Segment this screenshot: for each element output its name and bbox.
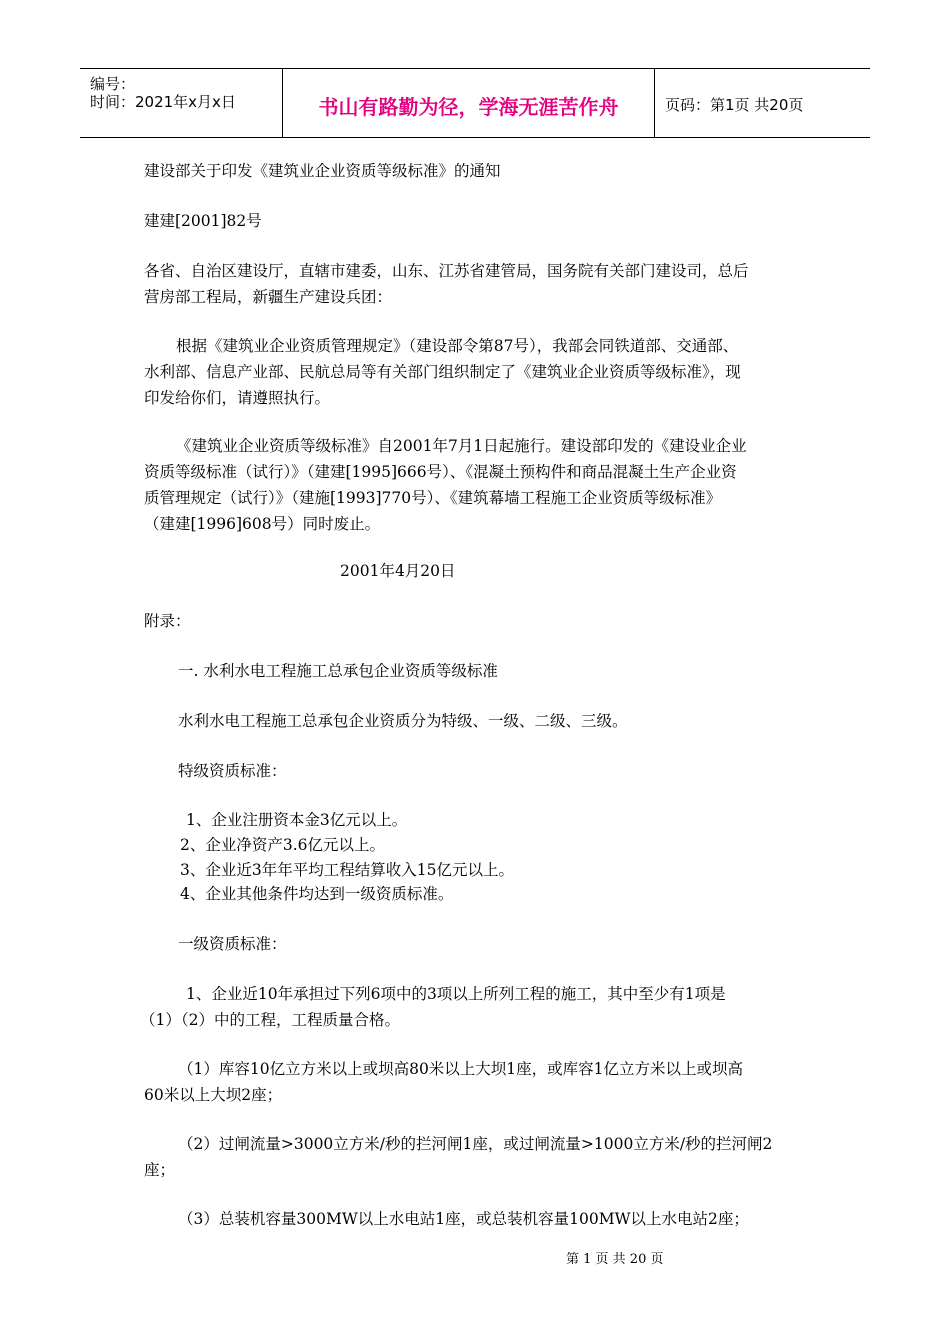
appendix-label: 附录： — [144, 612, 191, 630]
para1-line-1: 根据《建筑业企业资质管理规定》（建设部令第87号），我部会同铁道部、交通部、 — [176, 337, 739, 355]
special-item: 4、企业其他条件均达到一级资质标准。 — [180, 885, 454, 903]
sub-item-1-line-1: （1）库容10亿立方米以上或坝高80米以上大坝1座，或库容1亿立方米以上或坝高 — [178, 1060, 744, 1078]
grade1-item1-line-2: （1）（2）中的工程，工程质量合格。 — [140, 1011, 400, 1029]
header-motto-cell — [283, 69, 655, 137]
time-label: 时间：2021年x月x日 — [90, 93, 236, 111]
section1-title: 一. 水利水电工程施工总承包企业资质等级标准 — [178, 662, 498, 680]
para2-line-4: （建建[1996]608号）同时废止。 — [144, 515, 381, 533]
special-item: 1、企业注册资本金3亿元以上。 — [186, 811, 408, 829]
para2-line-1: 《建筑业企业资质等级标准》自2001年7月1日起施行。建设部印发的《建设业企业 — [176, 437, 747, 455]
doc-title: 建设部关于印发《建筑业企业资质等级标准》的通知 — [144, 162, 501, 180]
grade1-item1-line-1: 1、企业近10年承担过下列6项中的3项以上所列工程的施工，其中至少有1项是 — [186, 985, 726, 1003]
header-page-cell — [655, 69, 870, 137]
footer-page-number: 第 1 页 共 20 页 — [566, 1252, 664, 1267]
header-meta-cell — [80, 69, 283, 137]
sub-item-1-line-2: 60米以上大坝2座； — [144, 1086, 283, 1104]
grade1-title: 一级资质标准： — [178, 935, 287, 953]
recipients-line-2: 营房部工程局，新疆生产建设兵团： — [144, 288, 393, 306]
sub-item-3: （3）总装机容量300MW以上水电站1座，或总装机容量100MW以上水电站2座； — [178, 1210, 749, 1228]
page-info: 页码：第1页 共20页 — [665, 96, 804, 114]
sub-item-2-line-1: （2）过闸流量>3000立方米/秒的拦河闸1座，或过闸流量>1000立方米/秒的拦河闸2 — [178, 1135, 773, 1153]
para2-line-3: 质管理规定（试行）》（建施[1993]770号）、《建筑幕墙工程施工企业资质等级标准》 — [144, 489, 722, 507]
special-item: 3、企业近3年年平均工程结算收入15亿元以上。 — [180, 861, 514, 879]
para2-line-2: 资质等级标准（试行）》（建建[1995]666号）、《混凝土预构件和商品混凝土生产企业资 — [144, 463, 737, 481]
para1-line-2: 水利部、信息产业部、民航总局等有关部门组织制定了《建筑业企业资质等级标准》，现 — [144, 363, 741, 381]
section1-intro: 水利水电工程施工总承包企业资质分为特级、一级、二级、三级。 — [178, 712, 628, 730]
doc-number: 建建[2001]82号 — [144, 212, 262, 230]
doc-date: 2001年4月20日 — [340, 562, 456, 580]
number-label: 编号： — [90, 75, 136, 93]
special-item: 2、企业净资产3.6亿元以上。 — [180, 836, 386, 854]
special-grade-title: 特级资质标准： — [178, 762, 287, 780]
motto: 书山有路勤为径，学海无涯苦作舟 — [318, 95, 619, 119]
recipients-line-1: 各省、自治区建设厅，直辖市建委，山东、江苏省建管局，国务院有关部门建设司，总后 — [144, 262, 749, 280]
para1-line-3: 印发给你们，请遵照执行。 — [144, 389, 331, 407]
page-header — [80, 68, 870, 138]
sub-item-2-line-2: 座； — [144, 1161, 176, 1179]
